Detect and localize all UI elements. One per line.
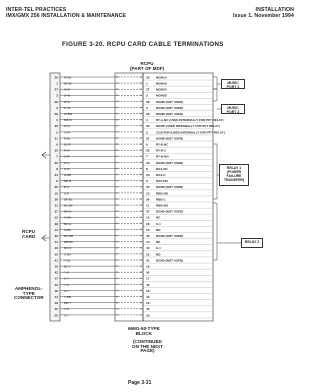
connector-pin-number: 11 <box>54 203 58 208</box>
connector-arrow-upper <box>42 152 50 158</box>
wire-color-code: O-BK <box>64 215 72 220</box>
wire-color-code: BL-Y <box>64 264 71 269</box>
block-terminal <box>140 186 141 187</box>
block-pin-number: 44 <box>146 295 150 299</box>
wire-color-code: O-Y <box>64 276 70 281</box>
block-terminal <box>140 235 141 236</box>
connector-pin-number: 34 <box>54 173 58 177</box>
block-terminal <box>140 229 141 230</box>
block-terminal <box>140 296 141 297</box>
side-box-label: MUSIC PORT 2 <box>221 104 245 114</box>
signal-name: RAX-NO <box>156 179 168 184</box>
wire-color-code: BK-BR <box>64 234 74 238</box>
block-pin-number: 5 <box>146 130 148 135</box>
wire-color-code: BL-W <box>64 81 72 86</box>
block-pin-number: 42 <box>146 270 150 275</box>
block-terminal <box>116 107 117 108</box>
signal-name: DGND (NOT USED) <box>156 160 184 165</box>
block-terminal <box>140 278 141 279</box>
wire-color-code: BL-BK <box>64 203 73 208</box>
block-terminal <box>116 302 117 303</box>
block-terminal <box>140 302 141 303</box>
block-terminal <box>116 217 117 218</box>
wire-color-code: Y-BR <box>64 295 71 299</box>
connector-pin-number: 7 <box>56 154 58 159</box>
signal-name: RAX-NC <box>156 166 168 171</box>
block-terminal <box>116 272 117 273</box>
block-pin-number: 32 <box>146 148 150 153</box>
block-terminal <box>116 186 117 187</box>
block-pin-number: 33 <box>146 160 150 165</box>
block-terminal <box>116 162 117 163</box>
wire-color-code: G-BK <box>64 227 72 232</box>
block-pin-number: 17 <box>146 276 150 281</box>
connector-pin-number: 38 <box>54 221 58 226</box>
connector-pin-number: 9 <box>56 179 58 184</box>
block-terminal <box>140 314 141 315</box>
side-box-label: RELAY 1 (POWER FAILURE TRANSFER) <box>219 164 249 186</box>
figure-title: FIGURE 3-20. RCPU CARD CABLE TERMINATIONS <box>62 41 224 48</box>
connector-pin-number: 1 <box>56 81 58 86</box>
connector-pin-number: 33 <box>54 160 58 165</box>
connector-pin-number: 26 <box>54 75 58 80</box>
block-terminal <box>140 101 141 102</box>
signal-name: DGND (NOT USED) <box>156 258 184 263</box>
signal-name: MOH2A <box>156 87 167 92</box>
connector-pin-number: 3 <box>56 105 58 110</box>
connector-pin-number: 16 <box>54 264 58 269</box>
rcpu-card-label: RCPU CARD <box>22 229 36 239</box>
wire-color-code: S-BK <box>64 252 72 257</box>
block-terminal <box>116 223 117 224</box>
signal-name: RY-B-NC <box>156 142 169 147</box>
signal-name: DGND (NOT USED) <box>156 136 184 141</box>
signal-name: CC/OTHR (USED INTERNALLY FOR PFT RELAY) <box>156 130 225 135</box>
block-pin-number: 10 <box>146 191 150 196</box>
connector-arrow-lower <box>42 235 50 241</box>
block-pin-number: 31 <box>146 136 150 141</box>
block-terminal <box>116 290 117 291</box>
header-left-line1: INTER-TEL PRACTICES <box>6 7 67 13</box>
block-pin-number: 26 <box>146 75 150 80</box>
signal-name: DGND (USED INTERNALLY FOR PFT RELAY) <box>156 124 220 129</box>
block-pin-number: 9 <box>146 179 148 184</box>
block-terminal <box>140 265 141 266</box>
wire-color-code: S-Y <box>64 313 70 318</box>
block-pin-number: 39 <box>146 234 150 238</box>
connector-pin-number: 37 <box>54 209 58 214</box>
connector-pin-number: 2 <box>56 93 58 98</box>
signal-column-outline <box>143 73 213 321</box>
block-terminal <box>116 76 117 77</box>
block-terminal <box>140 89 141 90</box>
block-terminal <box>116 143 117 144</box>
signal-name: NC <box>156 215 161 220</box>
block-terminal <box>140 143 141 144</box>
block-terminal <box>140 211 141 212</box>
block-pin-number: 34 <box>146 173 150 177</box>
signal-name: RBB-NO <box>156 191 168 196</box>
connector-pin-number: 32 <box>54 148 58 153</box>
block-pin-number: 4 <box>146 118 148 123</box>
block-terminal <box>116 241 117 242</box>
connector-pin-number: 15 <box>54 252 58 257</box>
connector-pin-number: 18 <box>54 288 58 293</box>
wire-color-code: BR-R <box>64 179 72 184</box>
block-pin-number: 3 <box>146 105 148 110</box>
wire-color-code: BR-Y <box>64 301 72 306</box>
mdf-label: RCPU (PART OF MDF) <box>130 61 165 71</box>
block-terminal <box>140 113 141 114</box>
connector-pin-number: 45 <box>54 307 58 312</box>
signal-name: DGND (NOT USED) <box>156 209 184 214</box>
block-terminal <box>116 259 117 260</box>
header-right-line1: INSTALLATION <box>255 7 294 13</box>
block-pin-number: 15 <box>146 252 150 257</box>
block-pin-number: 29 <box>146 112 150 116</box>
connector-pin-number: 44 <box>54 295 58 299</box>
signal-name: DGND (NOT USED) <box>156 185 184 190</box>
block-terminal <box>116 284 117 285</box>
wire-color-code: O-W <box>64 93 71 98</box>
wire-color-code: W-G <box>64 99 71 104</box>
wire-color-code: W-BL <box>64 75 72 80</box>
connector-pin-number: 10 <box>54 191 58 196</box>
block-terminal <box>116 265 117 266</box>
connector-pin-number: 14 <box>54 240 58 245</box>
block-terminal <box>140 290 141 291</box>
block-pin-number: 18 <box>146 288 150 293</box>
block-pin-number: 45 <box>146 307 150 312</box>
connector-pin-number: 17 <box>54 276 58 281</box>
block-terminal <box>140 137 141 138</box>
connector-pin-number: 40 <box>54 246 58 251</box>
amphenol-connector-label: AMPHENOL- TYPE CONNECTOR <box>14 286 44 301</box>
wire-color-code: G-R <box>64 166 70 171</box>
block-terminal <box>140 76 141 77</box>
wire-color-code: BR-BK <box>64 240 74 245</box>
wire-color-code: Y-BL <box>64 258 71 263</box>
block-terminal <box>116 82 117 83</box>
wire-color-code: BK-BL <box>64 197 73 202</box>
block-terminal <box>116 113 117 114</box>
connector-pin-number: 8 <box>56 166 58 171</box>
block-terminal <box>140 259 141 260</box>
wire-color-code: G-W <box>64 105 71 110</box>
continued-label: (CONTINUED ON THE NEXT PAGE) <box>132 339 163 354</box>
wire-color-code: R-S <box>64 185 70 190</box>
header-right-line2: Issue 1, November 1994 <box>232 13 294 19</box>
wire-color-code: BL-R <box>64 142 71 147</box>
signal-name: RBB-C <box>156 197 166 202</box>
connector-pin-number: 30 <box>54 124 58 129</box>
connector-pin-number: 35 <box>54 185 58 190</box>
block-terminal <box>116 125 117 126</box>
wire-color-code: R-BR <box>64 173 72 177</box>
connector-pin-number: 4 <box>56 118 58 123</box>
connector-pin-number: 12 <box>54 215 58 220</box>
block-pin-number: 41 <box>146 258 150 263</box>
side-box-label: MUSIC PORT 1 <box>221 79 245 89</box>
block-pin-number: 7 <box>146 154 148 159</box>
wire-color-code: Y-O <box>64 270 70 275</box>
wire-color-code: G-Y <box>64 288 70 293</box>
block-terminal <box>140 204 141 205</box>
block-terminal <box>140 284 141 285</box>
block-terminal <box>116 192 117 193</box>
signal-name: NO <box>156 227 161 232</box>
signal-name: MOH1A <box>156 75 167 80</box>
connector-pin-number: 36 <box>54 197 58 202</box>
block-terminal <box>140 156 141 157</box>
signal-name: C-1 <box>156 246 161 251</box>
block-terminal <box>140 198 141 199</box>
page-number: Page 3-31 <box>128 380 152 386</box>
connector-pin-number: 43 <box>54 282 58 287</box>
block-terminal <box>116 174 117 175</box>
block-pin-number: 19 <box>146 301 150 306</box>
block-terminal <box>116 253 117 254</box>
wire-color-code: R-O <box>64 148 70 153</box>
block-terminal <box>140 150 141 151</box>
block-terminal <box>116 150 117 151</box>
block-pin-number: 20 <box>146 313 150 318</box>
connector-pin-number: 28 <box>54 99 58 104</box>
block-terminal <box>116 204 117 205</box>
connector-pin-number: 27 <box>54 87 58 92</box>
wire-color-code: R-G <box>64 160 70 165</box>
block-terminal <box>140 95 141 96</box>
block-terminal <box>116 308 117 309</box>
block-terminal <box>140 125 141 126</box>
block-terminal <box>140 192 141 193</box>
group-bracket <box>213 89 221 109</box>
block-terminal <box>116 314 117 315</box>
block-terminal <box>140 168 141 169</box>
wire-color-code: W-S <box>64 124 70 129</box>
group-bracket <box>213 203 241 260</box>
connector-pin-number: 41 <box>54 258 58 263</box>
block-terminal <box>116 95 117 96</box>
wire-color-code: R-BL <box>64 136 71 141</box>
block-pin-number: 14 <box>146 240 150 245</box>
block-pin-number: 11 <box>146 203 150 208</box>
block-terminal <box>116 137 117 138</box>
side-box-label: RELAY 2 <box>241 238 263 248</box>
block-terminal <box>140 253 141 254</box>
wire-color-code: O-R <box>64 154 70 159</box>
block-pin-number: 27 <box>146 87 150 92</box>
block-pin-number: 28 <box>146 99 150 104</box>
block-terminal <box>116 180 117 181</box>
block-label: 66M1-50-TYPE BLOCK <box>128 326 160 336</box>
wire-color-code: BR-W <box>64 118 72 123</box>
signal-name: NO <box>156 252 161 257</box>
block-terminal <box>116 211 117 212</box>
connector-pin-number: 13 <box>54 227 58 232</box>
block-terminal <box>116 198 117 199</box>
signal-name: NC <box>156 240 161 245</box>
block-terminal <box>140 82 141 83</box>
connector-pin-number: 19 <box>54 301 58 306</box>
mdf-block-outline <box>115 73 143 321</box>
block-terminal <box>116 156 117 157</box>
block-terminal <box>140 107 141 108</box>
block-terminal <box>140 241 141 242</box>
block-terminal <box>140 131 141 132</box>
block-terminal <box>116 168 117 169</box>
block-pin-number: 8 <box>146 166 148 171</box>
block-pin-number: 38 <box>146 221 150 226</box>
block-pin-number: 37 <box>146 209 150 214</box>
signal-name: DGND (NOT USED) <box>156 234 184 238</box>
signal-name: DGND (NOT USED) <box>156 112 184 116</box>
connector-pin-number: 29 <box>54 112 58 116</box>
block-terminal <box>140 119 141 120</box>
signal-name: RY-B-NO <box>156 154 169 159</box>
header-left-line2: IMX/GMX 256 INSTALLATION & MAINTENANCE <box>6 13 127 19</box>
block-terminal <box>116 101 117 102</box>
block-terminal <box>140 180 141 181</box>
connector-pin-number: 42 <box>54 270 58 275</box>
connector-pin-number: 6 <box>56 142 58 147</box>
block-terminal <box>116 247 117 248</box>
signal-name: DGND (NOT USED) <box>156 99 184 104</box>
block-pin-number: 35 <box>146 185 150 190</box>
block-terminal <box>140 174 141 175</box>
signal-name: MOH1B <box>156 81 167 86</box>
block-pin-number: 43 <box>146 282 150 287</box>
signal-name: RY-A-NC (USED INTERNALLY FOR PFT RELAY) <box>156 118 224 123</box>
wire-color-code: W-O <box>64 87 71 92</box>
connector-pin-number: 31 <box>54 136 58 141</box>
block-pin-number: 12 <box>146 215 150 220</box>
signal-name: RY-B-C <box>156 148 167 153</box>
block-terminal <box>116 235 117 236</box>
block-terminal <box>140 247 141 248</box>
block-terminal <box>140 272 141 273</box>
wire-color-code: Y-S <box>64 307 69 312</box>
block-terminal <box>116 296 117 297</box>
wire-color-code: S-W <box>64 130 70 135</box>
block-pin-number: 1 <box>146 81 148 86</box>
wire-color-code: BK-G <box>64 221 72 226</box>
block-pin-number: 6 <box>146 142 148 147</box>
block-terminal <box>140 162 141 163</box>
block-terminal <box>140 217 141 218</box>
group-bracket <box>213 77 221 89</box>
connector-pin-number: 5 <box>56 130 58 135</box>
connector-pin-number: 39 <box>54 234 58 238</box>
block-terminal <box>116 278 117 279</box>
block-terminal <box>116 89 117 90</box>
wire-color-code: BK-S <box>64 246 72 251</box>
wire-color-code: Y-G <box>64 282 70 287</box>
connector-pin-number: 20 <box>54 313 58 318</box>
block-pin-number: 13 <box>146 227 150 232</box>
block-pin-number: 30 <box>146 124 150 129</box>
block-terminal <box>116 119 117 120</box>
block-terminal <box>140 308 141 309</box>
block-pin-number: 2 <box>146 93 148 98</box>
wire-color-code: W-BR <box>64 112 72 116</box>
signal-name: RAX-C <box>156 173 166 177</box>
block-terminal <box>116 131 117 132</box>
signal-name: MOH2B <box>156 93 167 98</box>
block-terminal <box>116 229 117 230</box>
block-terminal <box>140 223 141 224</box>
wire-color-code: S-R <box>64 191 70 196</box>
signal-name: RBB-NO <box>156 203 168 208</box>
signal-name: C-1 <box>156 221 161 226</box>
block-pin-number: 40 <box>146 246 150 251</box>
block-pin-number: 16 <box>146 264 150 269</box>
wire-color-code: BK-O <box>64 209 72 214</box>
signal-name: DGND (NOT USED) <box>156 105 184 110</box>
block-pin-number: 36 <box>146 197 150 202</box>
